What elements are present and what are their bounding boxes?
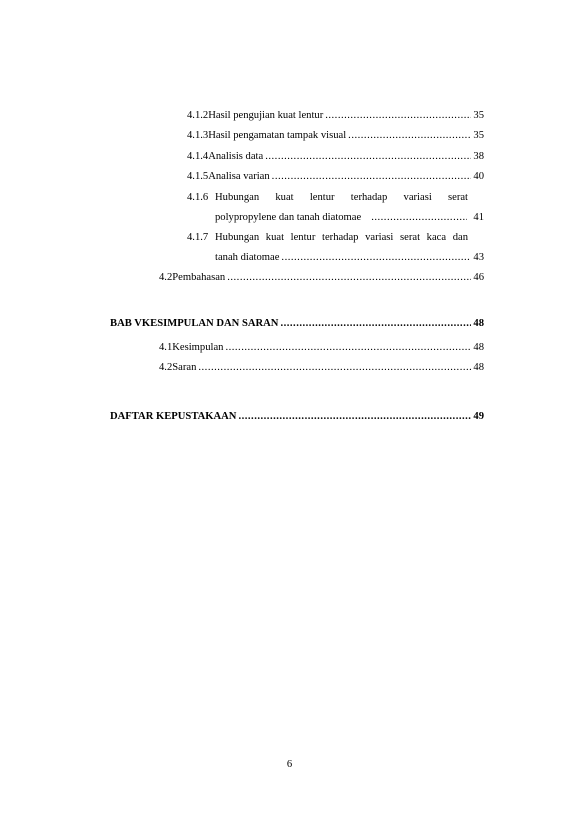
toc-entry-title: Hasil pengujian kuat lentur [208, 110, 324, 121]
toc-entry-title-line2: tanah diatomae [215, 252, 280, 263]
page-number: 6 [286, 759, 293, 770]
dot-leader [280, 318, 471, 329]
dot-leader [265, 151, 471, 162]
toc-entry-4-2 [159, 272, 484, 283]
toc-entry-number: 4.1.7 [187, 232, 209, 243]
dot-leader [272, 171, 472, 182]
dot-leader [325, 110, 471, 121]
toc-entry-4-1-7-continuation [215, 252, 484, 263]
toc-entry-number: 4.1.2 [187, 110, 209, 121]
toc-entry-page: 48 [473, 362, 484, 373]
toc-entry-kesimpulan [159, 342, 484, 353]
toc-entry-saran [159, 362, 484, 373]
toc-entry-number: 4.2 [159, 272, 173, 283]
toc-entry-number: 4.1.6 [187, 192, 209, 203]
toc-entry-4-1-3 [187, 130, 484, 141]
toc-entry-title: Pembahasan [172, 272, 226, 283]
toc-entry-number: 4.2 [159, 362, 173, 373]
toc-entry-4-1-5 [187, 171, 484, 182]
dot-leader [281, 252, 471, 263]
toc-entry-page: 40 [473, 171, 484, 182]
toc-entry-4-1-7 [187, 232, 484, 243]
toc-entry-page: 38 [473, 151, 484, 162]
toc-chapter-title: DAFTAR KEPUSTAKAAN [110, 411, 237, 422]
toc-entry-number: 4.1.3 [187, 130, 209, 141]
toc-chapter-number: BAB V [110, 318, 142, 329]
toc-chapter-bab-v [110, 318, 484, 329]
toc-entry-4-1-2 [187, 110, 484, 121]
toc-entry-page: 48 [473, 342, 484, 353]
dot-leader [225, 342, 471, 353]
toc-entry-title: Analisis data [208, 151, 264, 162]
dot-leader [198, 362, 471, 373]
toc-entry-title: Kesimpulan [172, 342, 224, 353]
toc-entry-4-1-6-continuation [215, 212, 484, 223]
toc-chapter-page: 49 [473, 411, 484, 422]
toc-entry-page: 35 [473, 110, 484, 121]
toc-chapter-page: 48 [473, 318, 484, 329]
toc-entry-title: Hasil pengamatan tampak visual [208, 130, 347, 141]
toc-entry-title: Saran [172, 362, 197, 373]
dot-leader [227, 272, 471, 283]
toc-entry-number: 4.1.4 [187, 151, 209, 162]
toc-entry-page: 43 [473, 252, 484, 263]
toc-chapter-title: KESIMPULAN DAN SARAN [141, 318, 279, 329]
dot-leader [371, 212, 467, 223]
toc-entry-4-1-4 [187, 151, 484, 162]
dot-leader [348, 130, 471, 141]
toc-entry-page: 46 [473, 272, 484, 283]
toc-entry-page: 41 [473, 212, 484, 223]
toc-daftar-kepustakaan [110, 411, 484, 422]
toc-entry-title-line2: polypropylene dan tanah diatomae [215, 212, 362, 223]
toc-entry-number: 4.1 [159, 342, 173, 353]
toc-entry-title: Analisa varian [208, 171, 270, 182]
dot-leader [238, 411, 471, 422]
toc-entry-title-line1: Hubungan kuat lentur terhadap variasi serat [215, 192, 468, 203]
toc-entry-title-line1: Hubungan kuat lentur terhadap variasi serat kaca dan [215, 232, 468, 243]
toc-entry-4-1-6 [187, 192, 484, 203]
toc-entry-number: 4.1.5 [187, 171, 209, 182]
toc-entry-page: 35 [473, 130, 484, 141]
